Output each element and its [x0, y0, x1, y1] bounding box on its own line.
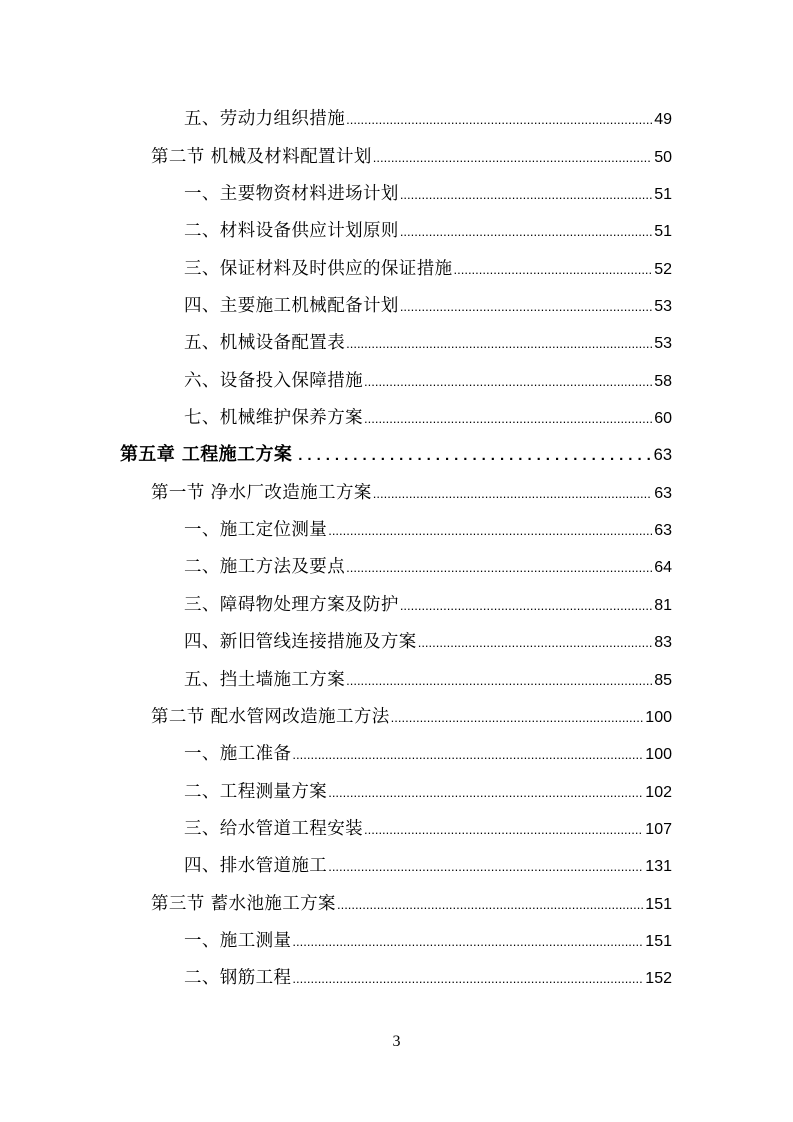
toc-entry[interactable]: [0, 436, 793, 473]
toc-entry-page-number: 107: [645, 820, 672, 838]
toc-entry[interactable]: [0, 548, 793, 585]
toc-dot-leader: [346, 333, 652, 355]
toc-entry[interactable]: [0, 100, 793, 137]
toc-entry-title: 四、排水管道施工: [184, 856, 328, 877]
toc-entry-content: [184, 220, 672, 243]
toc-entry-title: 第一节 净水厂改造施工方案: [151, 482, 372, 503]
toc-entry-content: [184, 781, 672, 804]
toc-entry[interactable]: [0, 847, 793, 884]
toc-dot-leader: [364, 819, 643, 841]
toc-entry-page-number: 63: [653, 446, 672, 465]
toc-entry[interactable]: [0, 511, 793, 548]
toc-entry[interactable]: [0, 249, 793, 286]
toc-dot-leader: [328, 782, 643, 804]
toc-entry-page-number: 102: [645, 783, 672, 801]
toc-entry-page-number: 50: [654, 148, 672, 166]
toc-entry-page-number: 85: [654, 671, 672, 689]
toc-entry-content: [184, 370, 672, 393]
toc-entry[interactable]: [0, 137, 793, 174]
toc-entry-content: [184, 743, 672, 766]
toc-entry-content: [184, 556, 672, 579]
toc-entry-content: [184, 818, 672, 841]
toc-entry-page-number: 58: [654, 372, 672, 390]
toc-entry[interactable]: [0, 287, 793, 324]
toc-entry-page-number: 152: [645, 970, 672, 988]
toc-dot-leader: [400, 221, 652, 243]
toc-entry-content: [151, 893, 672, 916]
page-number: 3: [392, 1033, 401, 1050]
toc-entry[interactable]: [0, 772, 793, 809]
toc-dot-leader: [364, 371, 652, 393]
toc-entry-title: 第二节 配水管网改造施工方法: [151, 706, 390, 727]
toc-entry-page-number: 63: [654, 522, 672, 540]
toc-entry-content: [184, 108, 672, 131]
toc-entry-content: [184, 855, 672, 878]
toc-entry[interactable]: [0, 698, 793, 735]
toc-dot-leader: [373, 483, 652, 505]
toc-entry-page-number: 151: [645, 932, 672, 950]
toc-dot-leader: [346, 670, 652, 692]
toc-entry-page-number: 60: [654, 410, 672, 428]
toc-entry-page-number: 100: [645, 746, 672, 764]
toc-entry-page-number: 53: [654, 335, 672, 353]
toc-dot-leader: [418, 632, 653, 654]
toc-entry-title: 三、障碍物处理方案及防护: [184, 594, 399, 615]
toc-entry[interactable]: [0, 585, 793, 622]
toc-entry-title: 二、工程测量方案: [184, 781, 328, 802]
toc-dot-leader: [364, 408, 652, 430]
toc-entry-title: 三、给水管道工程安装: [184, 818, 363, 839]
toc-entry-title: 第三节 蓄水池施工方案: [151, 893, 336, 914]
toc-dot-leader: [400, 184, 652, 206]
toc-entry-content: [184, 258, 672, 281]
toc-dot-leader: [328, 856, 643, 878]
toc-entry[interactable]: [0, 324, 793, 361]
toc-entry-title: 四、新旧管线连接措施及方案: [184, 632, 417, 653]
toc-entry-content: [184, 183, 672, 206]
toc-entry-content: [184, 519, 672, 542]
toc-entry[interactable]: [0, 175, 793, 212]
toc-entry-page-number: 83: [654, 634, 672, 652]
toc-entry-title: 一、施工定位测量: [184, 520, 328, 541]
toc-dot-leader: [391, 707, 644, 729]
toc-entry-page-number: 51: [654, 223, 672, 241]
toc-dot-leader: [454, 259, 653, 281]
toc-entry-content: [184, 332, 672, 355]
toc-entry[interactable]: [0, 660, 793, 697]
toc-entry-page-number: 64: [654, 559, 672, 577]
toc-entry[interactable]: [0, 623, 793, 660]
toc-entry-title: 四、主要施工机械配备计划: [184, 296, 399, 317]
toc-entry[interactable]: [0, 735, 793, 772]
toc-entry-title: 第五章 工程施工方案: [120, 444, 293, 466]
toc-entry[interactable]: [0, 922, 793, 959]
toc-entry[interactable]: [0, 473, 793, 510]
toc-entry-content: [184, 295, 672, 318]
table-of-contents: [0, 100, 793, 996]
toc-entry-content: [151, 706, 672, 729]
toc-dot-leader: [346, 109, 652, 131]
toc-entry-title: 五、机械设备配置表: [184, 333, 346, 354]
toc-entry-content: [184, 930, 672, 953]
toc-entry-content: [184, 407, 672, 430]
toc-entry-page-number: 100: [645, 708, 672, 726]
toc-dot-leader: [292, 744, 643, 766]
toc-entry[interactable]: [0, 884, 793, 921]
toc-entry-title: 七、机械维护保养方案: [184, 408, 363, 429]
toc-entry[interactable]: [0, 361, 793, 398]
toc-entry-title: 三、保证材料及时供应的保证措施: [184, 258, 453, 279]
toc-dot-leader: [346, 557, 652, 579]
toc-entry-content: [184, 594, 672, 617]
toc-entry-title: 二、施工方法及要点: [184, 557, 346, 578]
toc-entry-title: 五、挡土墙施工方案: [184, 669, 346, 690]
toc-entry-title: 一、主要物资材料进场计划: [184, 184, 399, 205]
toc-entry[interactable]: [0, 212, 793, 249]
toc-entry-page-number: 131: [645, 858, 672, 876]
toc-entry-content: [184, 631, 672, 654]
toc-entry-title: 六、设备投入保障措施: [184, 370, 363, 391]
toc-entry-content: [184, 967, 672, 990]
toc-entry-page-number: 51: [654, 186, 672, 204]
toc-entry-title: 第二节 机械及材料配置计划: [151, 146, 372, 167]
toc-dot-leader: [292, 931, 643, 953]
toc-entry[interactable]: [0, 810, 793, 847]
toc-dot-leader: [337, 894, 643, 916]
toc-entry[interactable]: [0, 959, 793, 996]
toc-entry-page-number: 63: [654, 484, 672, 502]
toc-entry-title: 一、施工测量: [184, 930, 292, 951]
toc-dot-leader: [400, 296, 652, 318]
toc-entry-title: 一、施工准备: [184, 744, 292, 765]
toc-entry-content: [184, 669, 672, 692]
toc-entry-title: 二、材料设备供应计划原则: [184, 221, 399, 242]
toc-entry-page-number: 81: [654, 596, 672, 614]
toc-dot-leader: [373, 147, 652, 169]
toc-dot-leader: [298, 445, 651, 467]
toc-dot-leader: [292, 968, 643, 990]
toc-entry-content: [151, 482, 672, 505]
toc-dot-leader: [328, 520, 652, 542]
toc-entry-page-number: 52: [654, 260, 672, 278]
toc-entry-page-number: 49: [654, 111, 672, 129]
toc-dot-leader: [400, 595, 652, 617]
toc-entry-content: [151, 146, 672, 169]
toc-entry-page-number: 151: [645, 895, 672, 913]
toc-entry-title: 五、劳动力组织措施: [184, 109, 346, 130]
toc-entry[interactable]: [0, 399, 793, 436]
toc-entry-title: 二、钢筋工程: [184, 968, 292, 989]
toc-entry-page-number: 53: [654, 298, 672, 316]
toc-entry-content: [120, 444, 672, 467]
